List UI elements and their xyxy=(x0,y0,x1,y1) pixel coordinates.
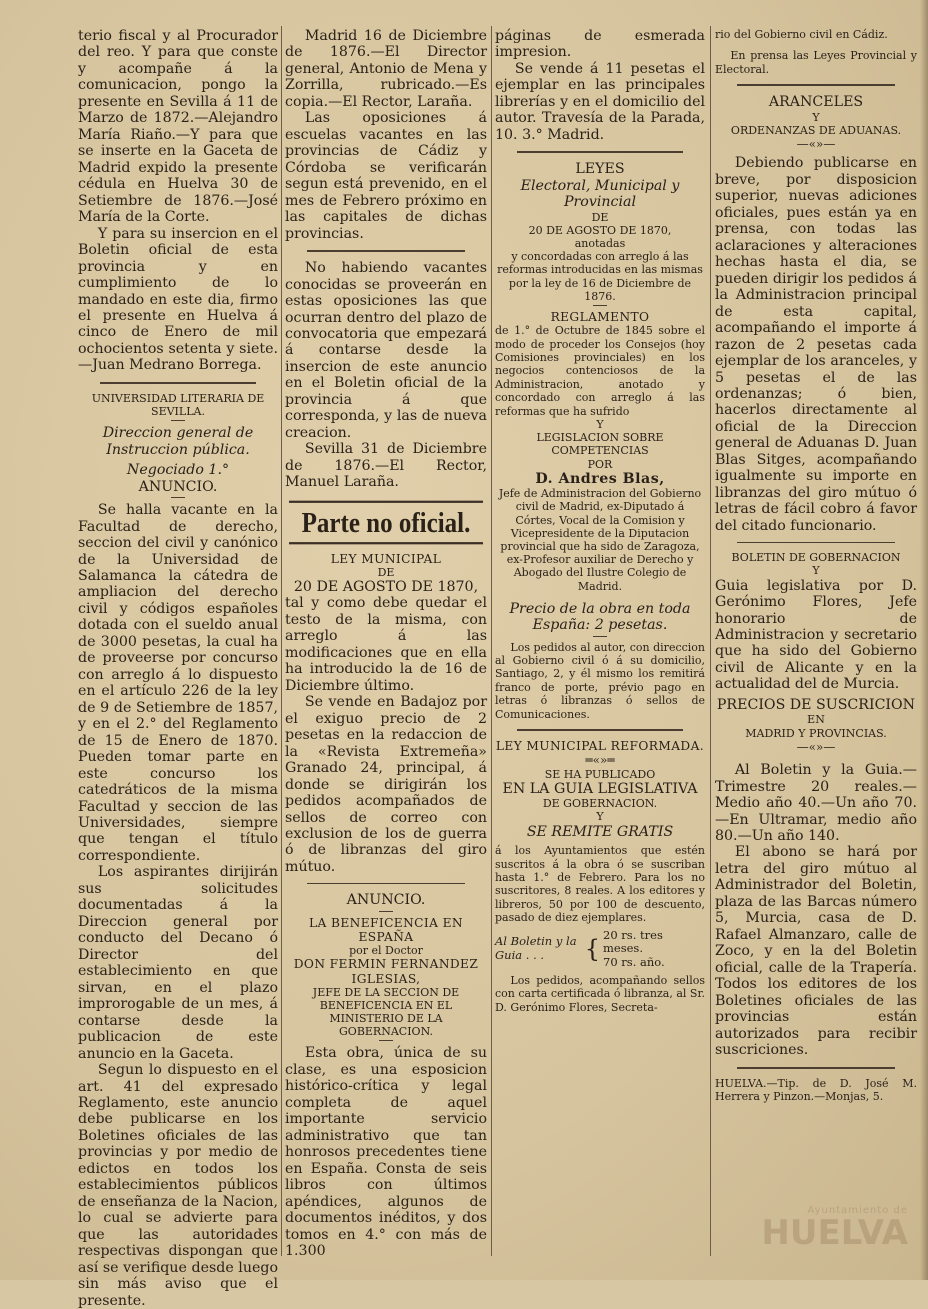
watermark-line: Ayuntamiento de xyxy=(807,1205,908,1216)
section-rule xyxy=(737,542,895,543)
byline: por el Doctor xyxy=(349,944,423,958)
note-text: SE HA PUBLICADO xyxy=(544,767,656,781)
text-paragraph: Los pedidos al autor, con direccion al Gobierno civil ó á su domicilio, Santiago, 2, y él mismo los remitirá franco de porte, prévio pago en letras ó libranzas ó sellos de Comunicaciones. xyxy=(495,640,705,721)
page-edge-shadow xyxy=(920,0,928,1280)
connector-word: DE xyxy=(377,565,395,579)
section-heading: ORDENANZAS DE ADUANAS. xyxy=(730,123,902,137)
price-line: Precio de la obra en toda España: 2 pesetas. xyxy=(509,600,691,634)
text-paragraph: á los Ayuntamientos que estén suscritos á la obra ó se suscriban hasta 1.° de Febrero. Para los no suscritores, 8 reales. A los editores y libreros, 50 por 100 de descuento, pasado de diez ejemplares. xyxy=(495,844,705,925)
dash-divider xyxy=(379,911,393,912)
note-text: y concordadas con arreglo á las reformas introducidas en las mismas por la ley de 16 de Diciembre de 1876. xyxy=(497,250,703,303)
ornament: —«»— xyxy=(796,739,836,754)
author-name: D. Andres Blas, xyxy=(535,470,665,487)
printer-imprint: HUELVA.—Tip. de D. José M. Herrera y Pinzon.—Monjas, 5. xyxy=(715,1076,917,1103)
book-title: LA BENEFICENCIA EN ESPAÑA xyxy=(309,915,463,945)
note-text: anotadas xyxy=(574,237,626,251)
text-paragraph: Al Boletin y la Guia.—Trimestre 20 reales.—Medio año 40.—Un año 70.—En Ultramar, medio año 80.—Un año 140. xyxy=(715,762,917,844)
price-values xyxy=(603,929,705,970)
section-rule xyxy=(307,250,465,252)
text-paragraph: Guia legislativa por D. Gerónimo Flores, Jefe honorario de Administracion y secretario que ha sido del Gobierno civil de Alicante y en la actualidad del de Murcia. xyxy=(715,577,917,693)
connector-word: Y xyxy=(596,417,604,431)
text-paragraph: En prensa las Leyes Provincial y Electoral. xyxy=(715,49,917,76)
text-paragraph: Debiendo publicarse en breve, por disposicion superior, nuevas adiciones oficiales, pues están ya en prensa, con todas las aclaraciones y alteraciones hechas hasta el dia, se pueden dirigir los pedidos á la Administracion principal de esta capital, acompañando el importe á razon de 2 pesetas cada ejemplar de los aranceles, y 5 pesetas el de las ordenanzas; ó bien, hacerlos directamente al oficial de la Direccion general de Aduanas D. Juan Blas Sitges, acompañando igualmente su importe en libranzas del giro mútuo ó letras de fácil cobro á favor del citado funcionario. xyxy=(715,155,917,534)
section-rule xyxy=(307,883,465,884)
author-role: JEFE DE LA SECCION DE BENEFICENCIA EN EL MINISTERIO DE LA GOBERNACION. xyxy=(312,985,460,1039)
section-rule xyxy=(737,1067,895,1069)
section-date: 20 DE AGOSTO DE 1870, xyxy=(528,223,672,237)
section-heading: REGLAMENTO xyxy=(550,310,650,324)
column-2 xyxy=(285,28,487,1260)
dash-divider xyxy=(379,1040,393,1041)
section-rule xyxy=(517,151,683,153)
price-quarter: 20 rs. tres meses. xyxy=(603,927,663,956)
negociado-label: Negociado 1.° xyxy=(126,462,230,479)
text-paragraph: Se halla vacante en la Facultad de derecho, seccion del civil y canónico de la Universidad de Salamanca la cátedra de ampliacion del derecho civil y códigos españoles dotada con el sueldo anual de 3000 pesetas, la cual ha de proveerse por concurso con arreglo á lo dispuesto en el artículo 226 de la ley de 9 de Setiembre de 1857, y en el 2.° del Reglamento de 15 de Enero de 1870. Pueden tomar parte en este concurso los catedráticos de la misma Facultad y seccion de las Universidades, siempre que tengan el título correspondiente. xyxy=(78,502,278,864)
connector-word: POR xyxy=(587,457,613,471)
text-paragraph: Las oposiciones á escuelas vacantes en las provincias de Cádiz y Córdoba se verificarán segun está prevenido, en el mes de Febrero próximo en las capitales de dichas provincias. xyxy=(285,110,487,242)
section-subheading: Electoral, Municipal y Provincial xyxy=(520,177,680,211)
text-paragraph: tal y como debe quedar el testo de la misma, con arreglo á las modificaciones que en ella ha introducido la de 16 de Diciembre último. xyxy=(285,595,487,694)
text-paragraph: páginas de esmerada impresion. xyxy=(495,28,705,61)
section-banner: Parte no oficial. xyxy=(289,500,483,544)
section-date: 20 DE AGOSTO DE 1870, xyxy=(293,578,479,595)
section-rule xyxy=(737,84,895,86)
connector-word: EN xyxy=(807,713,825,727)
ornament: —«»— xyxy=(796,137,836,152)
section-heading: MADRID Y PROVINCIAS. xyxy=(745,726,887,740)
connector-word: Y xyxy=(596,810,604,824)
section-heading: LEGISLACION SOBRE COMPETENCIAS xyxy=(536,431,664,458)
connector-word: Y xyxy=(812,110,820,124)
text-paragraph: No habiendo vacantes conocidas se proveerán en estas oposiciones las que ocurran dentro del plazo de convocatoria que empezará á contarse desde la insercion de este anuncio en el Boletin oficial de la provincia á que corresponda, y las de nueva creacion. xyxy=(285,260,487,441)
section-heading: LEY MUNICIPAL xyxy=(330,551,442,566)
section-heading: SE REMITE GRATIS xyxy=(526,823,674,840)
text-paragraph: Se vende á 11 pesetas el ejemplar en las principales librerías y en el domicilio del autor. Travesía de la Parada, 10. 3.° Madrid. xyxy=(495,60,705,143)
column-rule xyxy=(281,26,282,1256)
text-paragraph: Los pedidos, acompañando sellos con carta certificada ó libranza, al Sr. D. Gerónimo Flores, Secreta- xyxy=(495,973,705,1014)
section-heading: ARANCELES xyxy=(768,94,864,111)
text-paragraph: de 1.° de Octubre de 1845 sobre el modo de proceder los Consejos (hoy Comisiones provinciales) en los negocios contenciosos de la Administracion, anotado y concordado con arreglo á las reformas que ha sufrido xyxy=(495,324,705,418)
dash-divider xyxy=(593,305,607,306)
section-heading: LEYES xyxy=(575,161,625,178)
connector-word: DE xyxy=(591,210,609,224)
anuncio-heading: ANUNCIO. xyxy=(138,478,218,495)
price-year: 70 rs. año. xyxy=(603,955,665,970)
section-rule xyxy=(517,729,683,731)
author-name: DON FERMIN FERNANDEZ IGLESIAS, xyxy=(293,957,479,986)
section-heading: PRECIOS DE SUSCRICION xyxy=(716,696,916,713)
section-subheading: Direccion general de Instruccion pública. xyxy=(102,425,254,458)
dash-divider xyxy=(593,636,607,637)
column-1 xyxy=(78,28,278,1309)
ornament: ═«»═ xyxy=(585,753,615,768)
text-paragraph: Y para su insercion en el Boletin oficial de esta provincia y en cumplimiento de lo mandado en este dia, firmo el presente en Huelva á cinco de Enero de mil ochocientos setenta y siete.—Juan Medrano Borrega. xyxy=(78,225,278,374)
brace: { xyxy=(584,935,601,964)
section-heading: EN LA GUIA LEGISLATIVA xyxy=(502,780,698,797)
archive-watermark xyxy=(758,1206,908,1266)
column-rule xyxy=(491,26,492,1256)
text-paragraph: Sevilla 31 de Diciembre de 1876.—El Rector, Manuel Laraña. xyxy=(285,441,487,491)
author-role: Jefe de Administracion del Gobierno civil de Madrid, ex-Diputado á Córtes, Vocal de la Comision y Vicepresidente de la Diputacion provincial que ha sido de Zaragoza, ex-Profesor auxiliar de Derecho y Abogado del Ilustre Colegio de Madrid. xyxy=(498,487,702,593)
dash-divider xyxy=(171,497,185,498)
text-paragraph: rio del Gobierno civil en Cádiz. xyxy=(715,28,888,41)
price-table xyxy=(495,929,705,970)
price-label: Al Boletin y la Guia . . . xyxy=(495,934,577,963)
column-rule xyxy=(710,26,711,1256)
section-heading: BOLETIN DE GOBERNACION xyxy=(731,551,901,565)
anuncio-heading: ANUNCIO. xyxy=(346,892,426,909)
section-rule xyxy=(100,382,256,384)
section-heading: UNIVERSIDAD LITERARIA DE SEVILLA. xyxy=(91,391,265,419)
connector-word: DE GOBERNACION. xyxy=(542,797,658,811)
text-paragraph: terio fiscal y al Procurador del reo. Y para que conste y acompañe á la comunicacion, pongo la presente en Sevilla á 11 de Marzo de 1872.—Alejandro María Riaño.—Y para que se inserte en la Gaceta de Madrid expido la presente cédula en Huelva 30 de Setiembre de 1876.—José María de la Corte. xyxy=(78,28,278,226)
section-heading: LEY MUNICIPAL REFORMADA. xyxy=(495,739,705,754)
dash-divider xyxy=(171,420,185,421)
text-paragraph: Esta obra, única de su clase, es una esposicion histórico-crítica y legal completa de aquel importante servicio administrativo que tan honrosos precedentes tiene en España. Consta de seis libros con últimos apéndices, algunos de documentos inéditos, y dos tomos en 4.° con más de 1.300 xyxy=(285,1045,487,1260)
text-paragraph: Se vende en Badajoz por el exiguo precio de 2 pesetas en la redaccion de la «Revista Extremeña» Granado 24, principal, á donde se dirigirán los pedidos acompañados de sellos de correo con exclusion de los de guerra ó de libranzas del giro mútuo. xyxy=(285,694,487,875)
watermark-logo: HUELVA xyxy=(761,1213,908,1253)
text-paragraph: Segun lo dispuesto en el art. 41 del expresado Reglamento, este anuncio debe publicarse en los Boletines oficiales de las provincias y por medio de edictos en todos los establecimientos públicos de enseñanza de la Nacion, lo cual se advierte para que las autoridades respectivas dispongan que así se verifique desde luego sin más aviso que el presente. xyxy=(78,1062,278,1309)
text-paragraph: El abono se hará por letra del giro mútuo al Administrador del Boletin, plaza de las Barcas número 5, Murcia, casa de D. Rafael Almanzaro, calle de Zoco, y en la del Boletin oficial, calle de la Trapería. Todos los editores de los Boletines oficiales de las provincias están autorizados para recibir suscriciones. xyxy=(715,844,917,1059)
text-paragraph: Madrid 16 de Diciembre de 1876.—El Director general, Antonio de Mena y Zorrilla, rubricado.—Es copia.—El Rector, Laraña. xyxy=(285,28,487,110)
column-3 xyxy=(495,28,705,1250)
connector-word: Y xyxy=(812,564,820,578)
column-4 xyxy=(715,28,917,1253)
text-paragraph: Los aspirantes dirijirán sus solicitudes documentadas á la Direccion general por conducto del Decano ó Director del establecimiento en que sirvan, en el plazo improrogable de un mes, á contarse desde la publicacion de este anuncio en la Gaceta. xyxy=(78,864,278,1062)
